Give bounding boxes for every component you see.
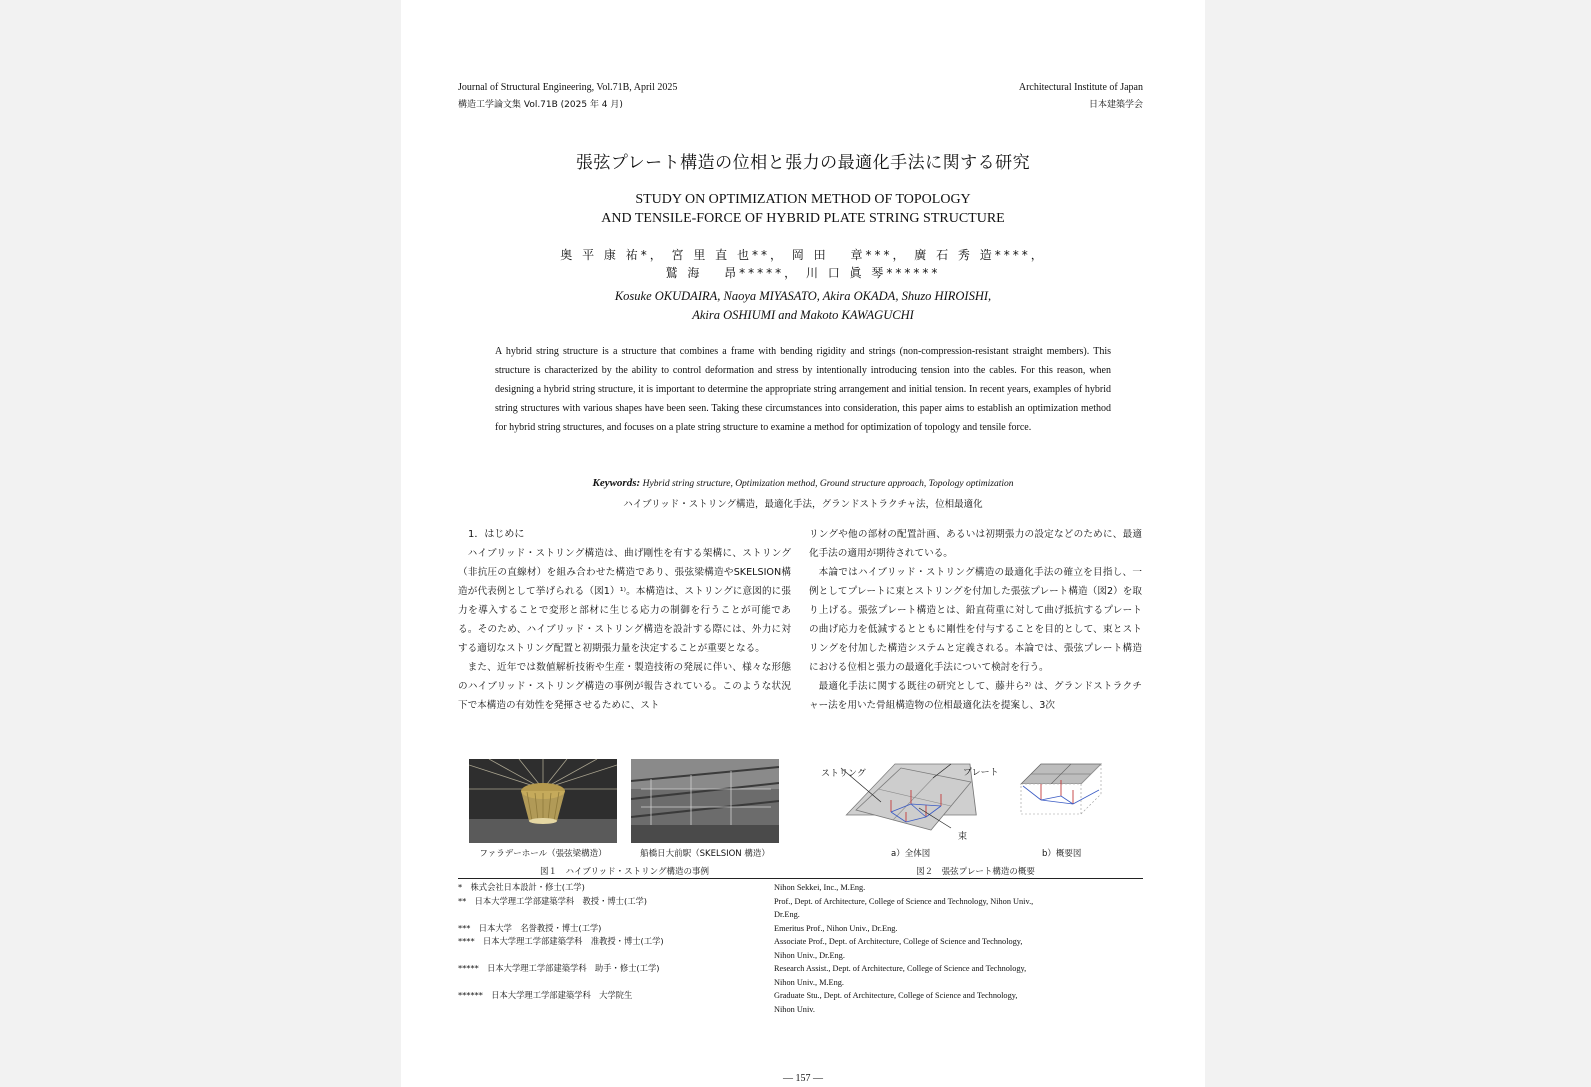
paper-title-en-line2: AND TENSILE-FORCE OF HYBRID PLATE STRING STRUCTURE [601, 211, 1005, 226]
keywords-label: Keywords: [592, 477, 641, 489]
authors-jp-line2: 鷲 海 昂*****， 川 口 眞 琴****** [665, 266, 941, 280]
footnote-divider [458, 878, 1143, 879]
body-left-column [458, 525, 791, 715]
keywords-jp: ハイブリッド・ストリング構造，最適化手法，グランドストラクチャ法，位相最適化 [623, 499, 983, 510]
footnote-jp [458, 922, 774, 936]
paper-title-en [401, 190, 1205, 228]
body-paragraph: ハイブリッド・ストリング構造は、曲げ剛性を有する架構に、ストリング（非抗圧の直線材）を組み合わせた構造であり、張弦梁構造やSKELSION構造が代表例として挙げられる（図1）¹⁾。本構造は、ストリングに意図的に張力を導入することで変形と部材に生じる応力の制御を行うことが可能である。そのため、ハイブリッド・ストリング構造を設計する際には、外力に対する適切なストリング配置と初期張力量を決定することが重要となる。 [458, 548, 791, 654]
footnote-jp-text: 日本大学理工学部建築学科 教授・博士(工学) [474, 895, 648, 906]
footnote-en [774, 989, 1114, 1016]
footnote-en [774, 935, 1114, 962]
funabashi-station-photo [631, 759, 779, 843]
footnote-row [458, 935, 1148, 962]
institute-name-jp: 日本建築学会 [1088, 100, 1143, 110]
footnote-mark: ****** [458, 990, 483, 1000]
institute-name-en: Architectural Institute of Japan [1018, 82, 1143, 93]
body-paragraph: リングや他の部材の配置計画、あるいは初期張力の設定などのために、最適化手法の適用が期待されている。 [809, 529, 1142, 559]
footnote-jp [458, 989, 774, 1016]
body-paragraph: また、近年では数値解析技術や生産・製造技術の発展に伴い、様々な形態のハイブリッド・ストリング構造の事例が報告されている。このような状況下で本構造の有効性を発揮させるために、スト [458, 662, 791, 711]
authors-jp-line1: 奥 平 康 祐*， 宮 里 直 也**， 岡 田 章***， 廣 石 秀 造****， [560, 248, 1046, 262]
footnote-row [458, 895, 1148, 922]
footnote-jp [458, 895, 774, 922]
footnote-en [774, 962, 1114, 989]
label-plate: プレート [963, 768, 999, 778]
footnote-mark: *** [458, 922, 471, 933]
footnote-en-line: Dr.Eng. [774, 910, 800, 919]
abstract: A hybrid string structure is a structure that combines a frame with bending rigidity and strings (non-compression-resistant straight members). This structure is characterized by the ability to control deformation and stress by intentionally introducing tension into the cables. For this reason, when designing a hybrid string structure, it is important to determine the appropriate string arrangement and initial tension. In recent years, examples of hybrid string structures with various shapes have been seen. Taking these circumstances into consideration, this paper aims to establish an optimization method for hybrid string structures, and focuses on a plate string structure to examine a method for optimization of topology and tensile force. [495, 346, 1111, 433]
footnote-mark: ** [458, 895, 467, 906]
footnote-en [774, 922, 1114, 936]
figure2-sub-a: a）全体図 [891, 849, 931, 859]
footnote-en-line: Nihon Sekkei, Inc., M.Eng. [774, 883, 866, 892]
footnote-en-line: Prof., Dept. of Architecture, College of Science and Technology, Nihon Univ., [774, 896, 1034, 906]
footnote-jp [458, 935, 774, 962]
paper-page [401, 0, 1205, 1087]
body-paragraph: 最適化手法に関する既往の研究として、藤井ら²⁾ は、グランドストラクチャー法を用いた骨組構造物の位相最適化法を提案し、3次 [809, 681, 1142, 711]
authors-en [401, 287, 1205, 325]
footnote-row [458, 962, 1148, 989]
faraday-hall-photo-graphic [469, 759, 617, 843]
footnote-jp [458, 881, 774, 895]
faraday-hall-photo [469, 759, 617, 843]
page-number: ― 157 ― [783, 1073, 823, 1084]
affiliation-footnotes [458, 881, 1148, 1016]
footnote-row [458, 989, 1148, 1016]
footnote-jp [458, 962, 774, 989]
footnote-jp-text: 日本大学理工学部建築学科 大学院生 [491, 990, 633, 1000]
label-string: ストリング [821, 769, 866, 779]
footnote-en-line: Emeritus Prof., Nihon Univ., Dr.Eng. [774, 923, 898, 933]
footnote-en-line: Nihon Univ., M.Eng. [774, 977, 844, 987]
footnote-en-line: Nihon Univ. [774, 1004, 815, 1014]
body-right-column [809, 525, 1142, 715]
footnote-jp-text: 日本大学理工学部建築学科 助手・修士(工学) [487, 963, 660, 973]
footnote-mark: **** [458, 936, 475, 946]
figure2-sub-b: b）概要図 [1042, 849, 1082, 859]
schematic-view [1021, 764, 1101, 814]
footnote-jp-text: 株式会社日本設計・修士(工学) [470, 882, 585, 892]
footnote-row [458, 922, 1148, 936]
footnote-mark: * [458, 882, 463, 892]
footnote-en [774, 881, 1114, 895]
footnote-en-line: Research Assist., Dept. of Architecture, College of Science and Technology, [774, 964, 1027, 973]
section-title: 1．はじめに [468, 529, 525, 540]
journal-name-en: Journal of Structural Engineering, Vol.71B, April 2025 [458, 82, 678, 93]
footnote-en [774, 895, 1114, 922]
footnote-row [458, 881, 1148, 895]
keywords-en [401, 477, 1205, 489]
funabashi-station-photo-graphic [631, 759, 779, 843]
photo2-caption: 船橋日大前駅（SKELSION 構造） [640, 849, 770, 859]
photo1-caption: ファラデーホール（張弦梁構造） [479, 849, 607, 859]
label-strut: 束 [958, 832, 968, 842]
paper-title-en-line1: STUDY ON OPTIMIZATION METHOD OF TOPOLOGY [635, 192, 971, 207]
footnote-en-line: Nihon Univ., Dr.Eng. [774, 950, 845, 960]
body-paragraph: 本論ではハイブリッド・ストリング構造の最適化手法の確立を目指し、一例としてプレートに束とストリングを付加した張弦プレート構造（図2）を取り上げる。張弦プレート構造とは、鉛直荷重に対して曲げ抵抗するプレートの曲げ応力を低減するとともに剛性を付与することを目的として、束とストリングを付加した構造システムと定義される。本論では、張弦プレート構造における位相と張力の最適化手法について検討を行う。 [809, 567, 1142, 673]
figure2-caption: 図２ 張弦プレート構造の概要 [916, 867, 1035, 877]
journal-name-jp: 構造工学論文集 Vol.71B (2025 年 4 月) [458, 100, 623, 110]
figure1-caption: 図１ ハイブリッド・ストリング構造の事例 [540, 867, 709, 877]
footnote-jp-text: 日本大学 名誉教授・博士(工学) [478, 922, 602, 933]
footnote-mark: ***** [458, 963, 479, 973]
keywords-list-en: Hybrid string structure, Optimization method, Ground structure approach, Topology optimization [642, 479, 1014, 489]
authors-jp [401, 246, 1205, 282]
authors-en-line1: Kosuke OKUDAIRA, Naoya MIYASATO, Akira OKADA, Shuzo HIROISHI, [614, 289, 992, 303]
footnote-en-line: Graduate Stu., Dept. of Architecture, College of Science and Technology, [774, 991, 1018, 1000]
paper-title-jp: 張弦プレート構造の位相と張力の最適化手法に関する研究 [575, 153, 1031, 173]
authors-en-line2: Akira OSHIUMI and Makoto KAWAGUCHI [692, 308, 914, 322]
footnote-jp-text: 日本大学理工学部建築学科 准教授・博士(工学) [482, 936, 664, 946]
footnote-en-line: Associate Prof., Dept. of Architecture, College of Science and Technology, [774, 937, 1023, 946]
